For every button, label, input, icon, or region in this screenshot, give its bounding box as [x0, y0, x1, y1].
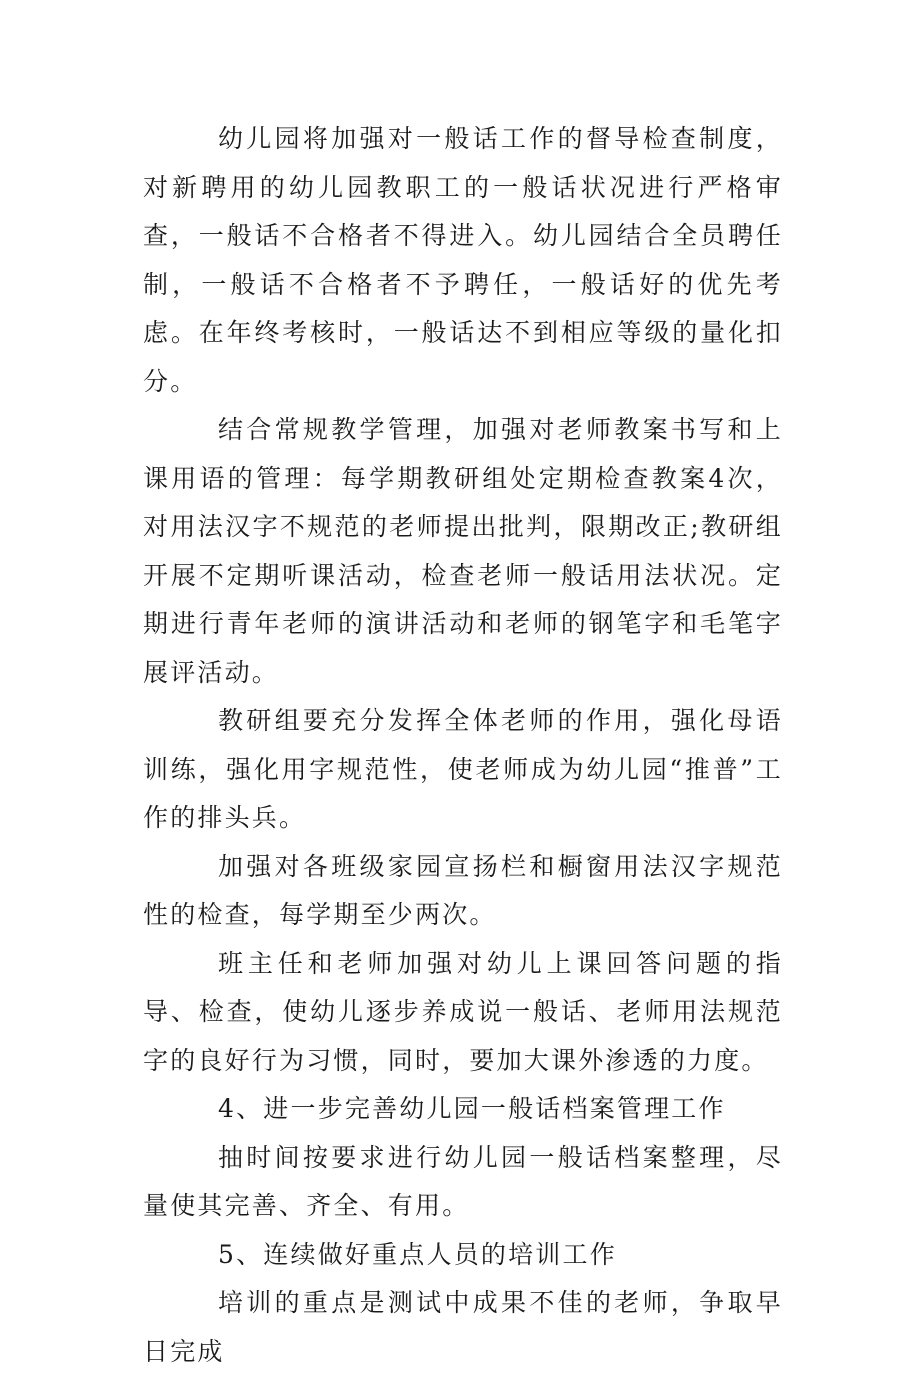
- paragraph-archive: 抽时间按要求进行幼儿园一般话档案整理，尽量使其完善、齐全、有用。: [143, 1142, 783, 1220]
- paragraph-class-guidance: 班主任和老师加强对幼儿上课回答问题的指导、检查，使幼儿逐步养成说一般话、老师用法规范字的良好行为习惯，同时，要加大课外渗透的力度。: [143, 948, 783, 1075]
- paragraph-teaching-management: 结合常规教学管理，加强对老师教案书写和上课用语的管理：每学期教研组处定期检查教案4次，对用法汉字不规范的老师提出批判，限期改正;教研组开展不定期听课活动，检查老师一般话用法状况。定期进行青年老师的演讲活动和老师的钢笔字和毛笔字展评活动。: [143, 415, 783, 687]
- section-heading-5: 5、连续做好重点人员的培训工作: [218, 1239, 617, 1269]
- paragraph-teaching-research-group: 教研组要充分发挥全体老师的作用，强化母语训练，强化用字规范性，使老师成为幼儿园“推普”工作的排头兵。: [143, 706, 783, 832]
- paragraph-bulletin-check: 加强对各班级家园宣扬栏和橱窗用法汉字规范性的检查，每学期至少两次。: [143, 851, 783, 929]
- section-heading-4: 4、进一步完善幼儿园一般话档案管理工作: [218, 1094, 726, 1123]
- paragraph-supervision: 幼儿园将加强对一般话工作的督导检查制度，对新聘用的幼儿园教职工的一般话状况进行严格审查，一般话不合格者不得进入。幼儿园结合全员聘任制，一般话不合格者不予聘任，一般话好的优先考虑。在年终考核时，一般话达不到相应等级的量化扣分。: [143, 124, 783, 396]
- document-body: [143, 115, 783, 1376]
- paragraph-training: 培训的重点是测试中成果不佳的老师，争取早日完成: [143, 1288, 783, 1366]
